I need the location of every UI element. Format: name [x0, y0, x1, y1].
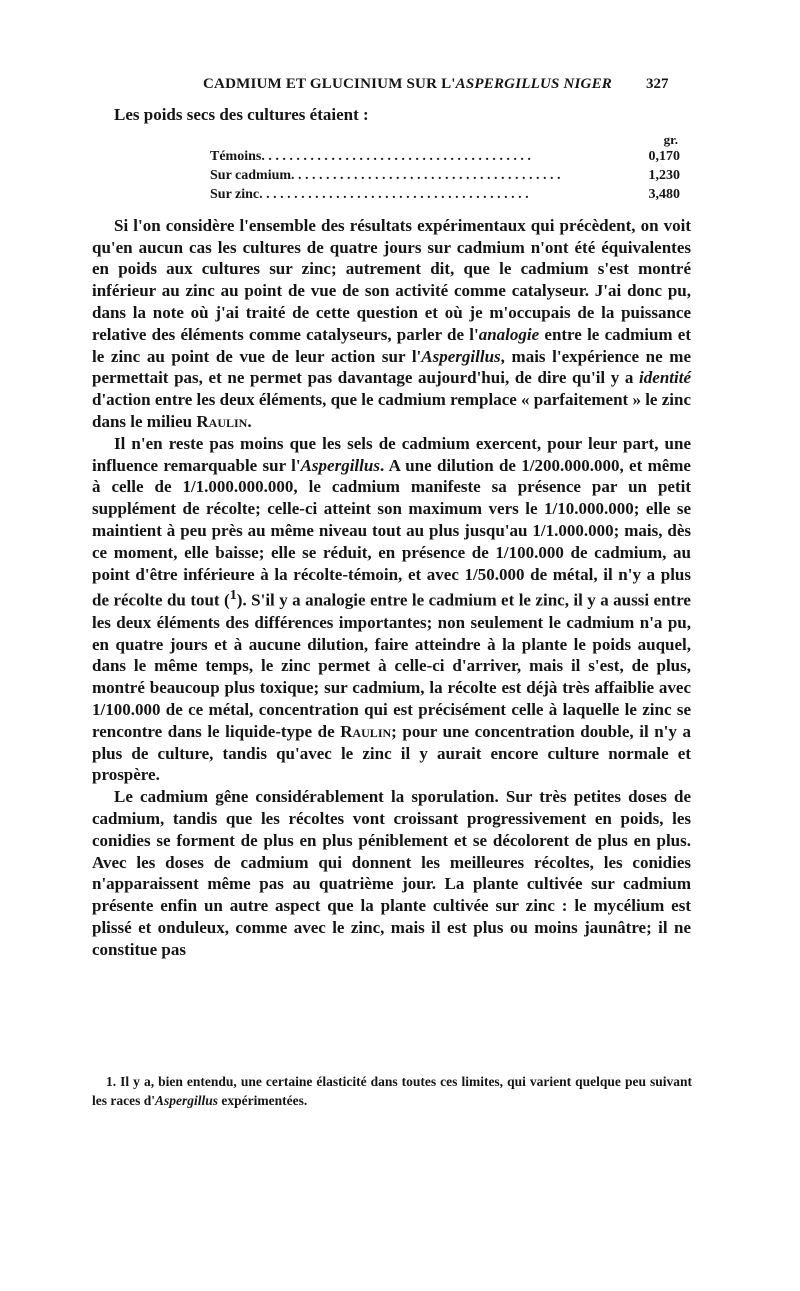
table-value: 1,230 — [648, 167, 680, 183]
running-title: CADMIUM ET GLUCINIUM SUR L' — [203, 76, 456, 92]
paragraph-3: Le cadmium gêne considérablement la sporulation. Sur très petites doses de cadmium, tandis que les récoltes vont croissant progressivement en poids, les conidies se forment de plus en plus péniblement et se décolorent de plus en plus. Avec les doses de cadmium qui donnent les meilleures récoltes, les conidies n'apparaissent même pas au quatrième jour. La plante cultivée sur cadmium présente enfin un autre aspect que la plante cultivée sur zinc : le mycélium est plissé et onduleux, comme avec le zinc, mais il est plus ou moins jaunâtre; il ne constitue pas — [92, 787, 691, 959]
dry-weight-table — [210, 130, 680, 204]
paragraph-2: Il n'en reste pas moins que les sels de cadmium exercent, pour leur part, une influence remarquable sur l'Aspergillus. A une dilution de 1/200.000.000, et même à celle de 1/1.000.000.000, le cadmium manifeste sa présence par un petit supplément de récolte; celle-ci atteint son maximum vers le 1/10.000.000; elle se maintient à peu près au même niveau tout au plus jusqu'au 1/1.000.000; mais, dès ce moment, elle baisse; elle se réduit, en présence de 1/100.000 de cadmium, au point d'être inférieure à la récolte-témoin, et avec 1/50.000 de métal, il n'y a plus de récolte du tout ($^1$). S'il y a analogie entre le cadmium et le zinc, il y a aussi entre les deux éléments des différences importantes; non seulement le cadmium n'a pu, en quatre jours et à aucune dilution, faire atteindre à la plante le poids auquel, dans le même temps, le zinc permet à celle-ci d'arriver, mais il s'est, de plus, montré beaucoup plus toxique; sur cadmium, la récolte est déjà très affaiblie avec 1/100.000 de ce métal, concentration qui est précisément celle à laquelle le zinc se rencontre dans le liquide-type de Raulin; pour une concentration double, il n'y a plus de culture, tandis qu'avec le zinc il y aurait encore culture normale et prospère. — [92, 433, 691, 785]
table-row: Sur cadmium. . . . . . . . . . . . . . . . . . . . . . . . . . . . . . . . . . . . . . . 1,230 — [210, 167, 680, 183]
table-row: Sur zinc. . . . . . . . . . . . . . . . . . . . . . . . . . . . . . . . . . . . . . . 3,480 — [210, 186, 680, 202]
footnote-1: 1. Il y a, bien entendu, une certaine élasticité dans toutes ces limites, qui varient quelque peu suivant les races d'Aspergillus expérimentées. — [92, 1074, 692, 1108]
body-text — [92, 104, 691, 961]
running-title-italic: ASPERGILLUS NIGER — [455, 76, 612, 92]
page-number: 327 — [646, 76, 669, 92]
table-row: Témoins. . . . . . . . . . . . . . . . . . . . . . . . . . . . . . . . . . . . . . . 0,170 — [210, 148, 680, 164]
table-value: 0,170 — [648, 148, 680, 164]
table-unit: gr. — [663, 131, 678, 147]
footnotes — [92, 1072, 692, 1110]
footnote-ref: 1 — [229, 587, 237, 604]
paragraph-1: Si l'on considère l'ensemble des résultats expérimentaux qui précèdent, on voit qu'en aucun cas les cultures de quatre jours sur cadmium n'ont été équivalentes en poids aux cultures sur zinc; autrement dit, que le cadmium s'est montré inférieur au zinc au point de vue de son activité comme catalyseur. J'ai donc pu, dans la note où j'ai traité de cette question et où je m'occupais de la puissance relative des éléments comme catalyseurs, parler de l'analogie entre le cadmium et le zinc au point de vue de leur action sur l'Aspergillus, mais l'expérience ne me permettait pas, et ne permet pas davantage aujourd'hui, de dire qu'il y a identité d'action entre les deux éléments, que le cadmium remplace « parfaitement » le zinc dans le milieu Raulin. — [92, 215, 692, 431]
table-value: 3,480 — [648, 186, 680, 202]
running-header — [203, 76, 612, 93]
intro-line: Les poids secs des cultures étaient : — [114, 105, 369, 124]
